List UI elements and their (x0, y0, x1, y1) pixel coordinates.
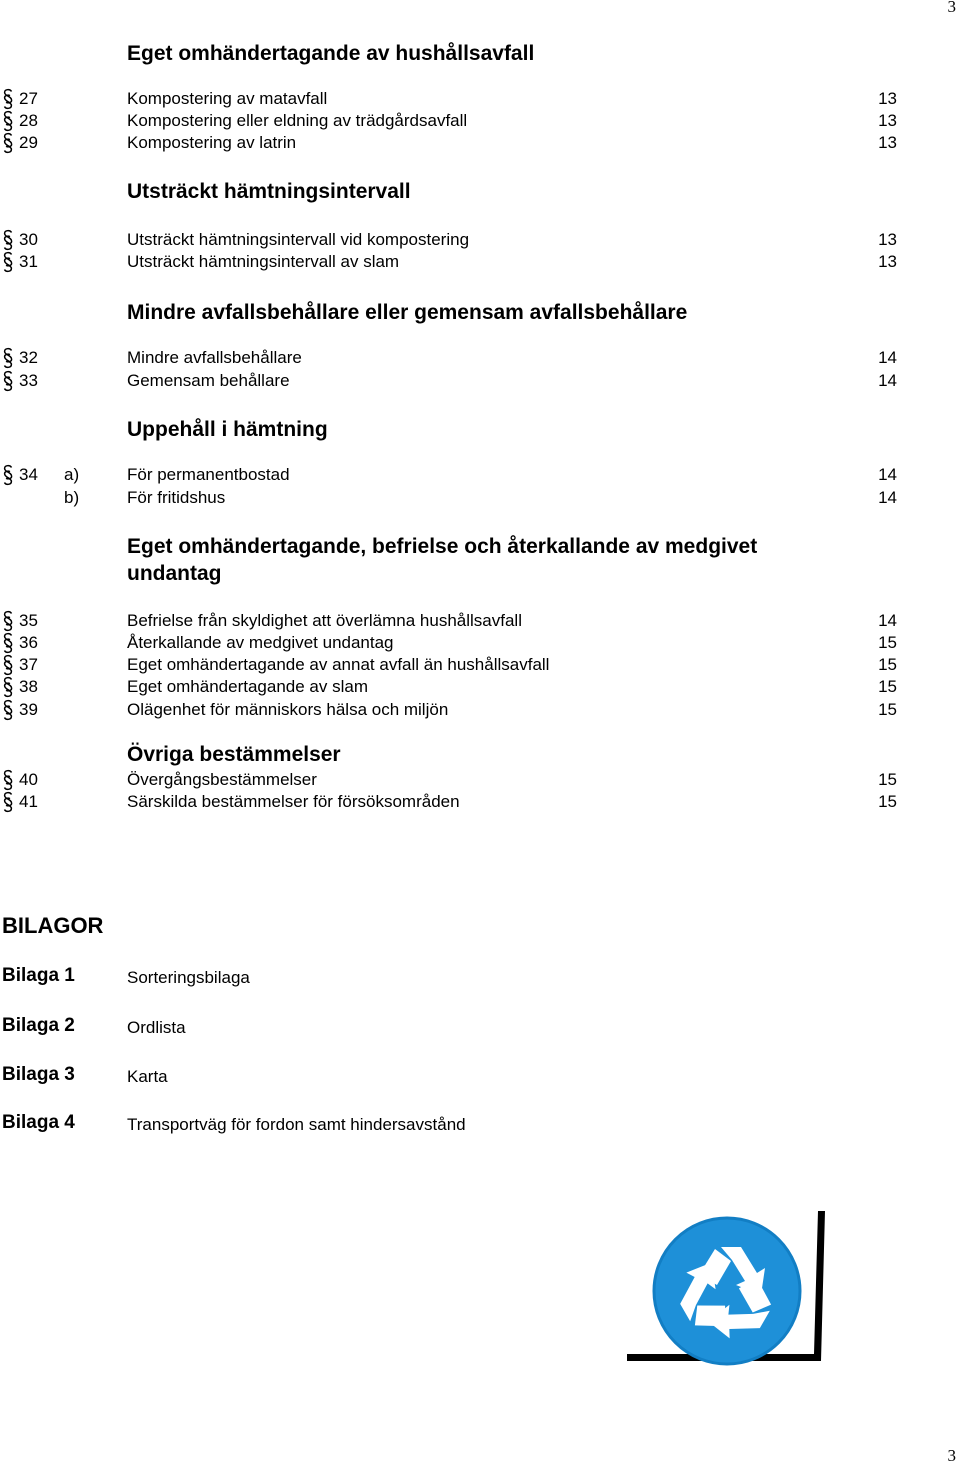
toc-page: 15 (878, 770, 897, 789)
toc-page: 13 (878, 230, 897, 249)
section-sign-icon (2, 791, 16, 813)
toc-page: 15 (878, 655, 897, 674)
toc-title: För fritidshus (127, 488, 226, 507)
toc-number: 29 (19, 133, 38, 152)
section-heading: Uppehåll i hämtning (127, 418, 328, 441)
toc-page: 13 (878, 89, 897, 108)
toc-title: För permanentbostad (127, 465, 290, 484)
bilaga-label: Bilaga 2 (2, 1015, 75, 1036)
toc-number: 32 (19, 348, 38, 367)
toc-row (0, 699, 960, 721)
toc-number: 34 (19, 465, 38, 484)
bilaga-title: Sorteringsbilaga (127, 968, 250, 987)
bilaga-title: Karta (127, 1067, 168, 1086)
toc-page: 15 (878, 700, 897, 719)
toc-row (0, 610, 960, 632)
toc-page: 13 (878, 111, 897, 130)
section-sign-icon (2, 769, 16, 791)
toc-row (0, 251, 960, 273)
toc-title: Befrielse från skyldighet att överlämna hushållsavfall (127, 611, 522, 630)
section-sign-icon (2, 654, 16, 676)
bilaga-title: Ordlista (127, 1018, 186, 1037)
bilagor-heading: BILAGOR (2, 913, 104, 938)
toc-number: 36 (19, 633, 38, 652)
toc-subitem: a) (64, 465, 80, 484)
section-sign-icon (2, 88, 16, 110)
toc-title: Återkallande av medgivet undantag (127, 633, 394, 652)
toc-title: Mindre avfallsbehållare (127, 348, 302, 367)
toc-row (0, 654, 960, 676)
toc-row (0, 487, 960, 509)
toc-number: 41 (19, 792, 38, 811)
toc-page: 15 (878, 677, 897, 696)
toc-page: 14 (878, 488, 897, 507)
toc-title: Eget omhändertagande av slam (127, 677, 368, 696)
section-sign-icon (2, 632, 16, 654)
toc-number: 35 (19, 611, 38, 630)
bilaga-title: Transportväg för fordon samt hindersavstånd (127, 1115, 466, 1134)
toc-number: 31 (19, 252, 38, 271)
recycling-logo (627, 1209, 827, 1374)
section-heading: Övriga bestämmelser (127, 743, 341, 766)
toc-row (0, 791, 960, 813)
toc-page: 14 (878, 348, 897, 367)
toc-title: Gemensam behållare (127, 371, 290, 390)
section-heading: Utsträckt hämtningsintervall (127, 180, 411, 203)
toc-page: 13 (878, 133, 897, 152)
section-heading: Eget omhändertagande av hushållsavfall (127, 42, 535, 65)
section-sign-icon (2, 699, 16, 721)
toc-number: 40 (19, 770, 38, 789)
toc-row (0, 132, 960, 154)
toc-row (0, 632, 960, 654)
toc-page: 14 (878, 611, 897, 630)
toc-title: Olägenhet för människors hälsa och miljön (127, 700, 449, 719)
toc-row (0, 229, 960, 251)
toc-subitem: b) (64, 488, 80, 507)
toc-row (0, 110, 960, 132)
recycling-icon (627, 1209, 827, 1369)
section-sign-icon (2, 370, 16, 392)
bilaga-item (0, 965, 960, 991)
toc-page: 14 (878, 465, 897, 484)
toc-page: 14 (878, 371, 897, 390)
toc-number: 33 (19, 371, 38, 390)
toc-page: 15 (878, 792, 897, 811)
bilaga-label: Bilaga 4 (2, 1112, 75, 1133)
toc-page: 15 (878, 633, 897, 652)
toc-title: Utsträckt hämtningsintervall av slam (127, 252, 400, 271)
bilaga-label: Bilaga 3 (2, 1064, 75, 1085)
section-sign-icon (2, 610, 16, 632)
section-sign-icon (2, 676, 16, 698)
section-sign-icon (2, 110, 16, 132)
page-number-top: 3 (947, 0, 956, 16)
toc-row (0, 88, 960, 110)
toc-title: Särskilda bestämmelser för försöksområden (127, 792, 460, 811)
bilaga-item (0, 1015, 960, 1041)
toc-row (0, 370, 960, 392)
bilaga-label: Bilaga 1 (2, 965, 75, 986)
toc-row (0, 464, 960, 486)
section-sign-icon (2, 251, 16, 273)
toc-title: Kompostering av latrin (127, 133, 297, 152)
bilaga-item (0, 1064, 960, 1090)
toc-number: 28 (19, 111, 38, 130)
section-sign-icon (2, 464, 16, 486)
toc-title: Övergångsbestämmelser (127, 770, 317, 789)
toc-title: Kompostering av matavfall (127, 89, 328, 108)
section-heading: Mindre avfallsbehållare eller gemensam avfallsbehållare (127, 301, 688, 324)
section-heading: Eget omhändertagande, befrielse och återkallande av medgivet undantag (127, 535, 758, 585)
toc-number: 38 (19, 677, 38, 696)
toc-row (0, 347, 960, 369)
toc-number: 37 (19, 655, 38, 674)
toc-page: 13 (878, 252, 897, 271)
toc-number: 27 (19, 89, 38, 108)
toc-title: Utsträckt hämtningsintervall vid kompostering (127, 230, 470, 249)
toc-title: Eget omhändertagande av annat avfall än hushållsavfall (127, 655, 550, 674)
toc-number: 30 (19, 230, 38, 249)
bilaga-item (0, 1112, 960, 1138)
section-sign-icon (2, 132, 16, 154)
section-sign-icon (2, 229, 16, 251)
toc-title: Kompostering eller eldning av trädgårdsavfall (127, 111, 468, 130)
toc-row (0, 676, 960, 698)
page-number-bottom: 3 (947, 1446, 956, 1465)
toc-row (0, 769, 960, 791)
section-sign-icon (2, 347, 16, 369)
toc-number: 39 (19, 700, 38, 719)
